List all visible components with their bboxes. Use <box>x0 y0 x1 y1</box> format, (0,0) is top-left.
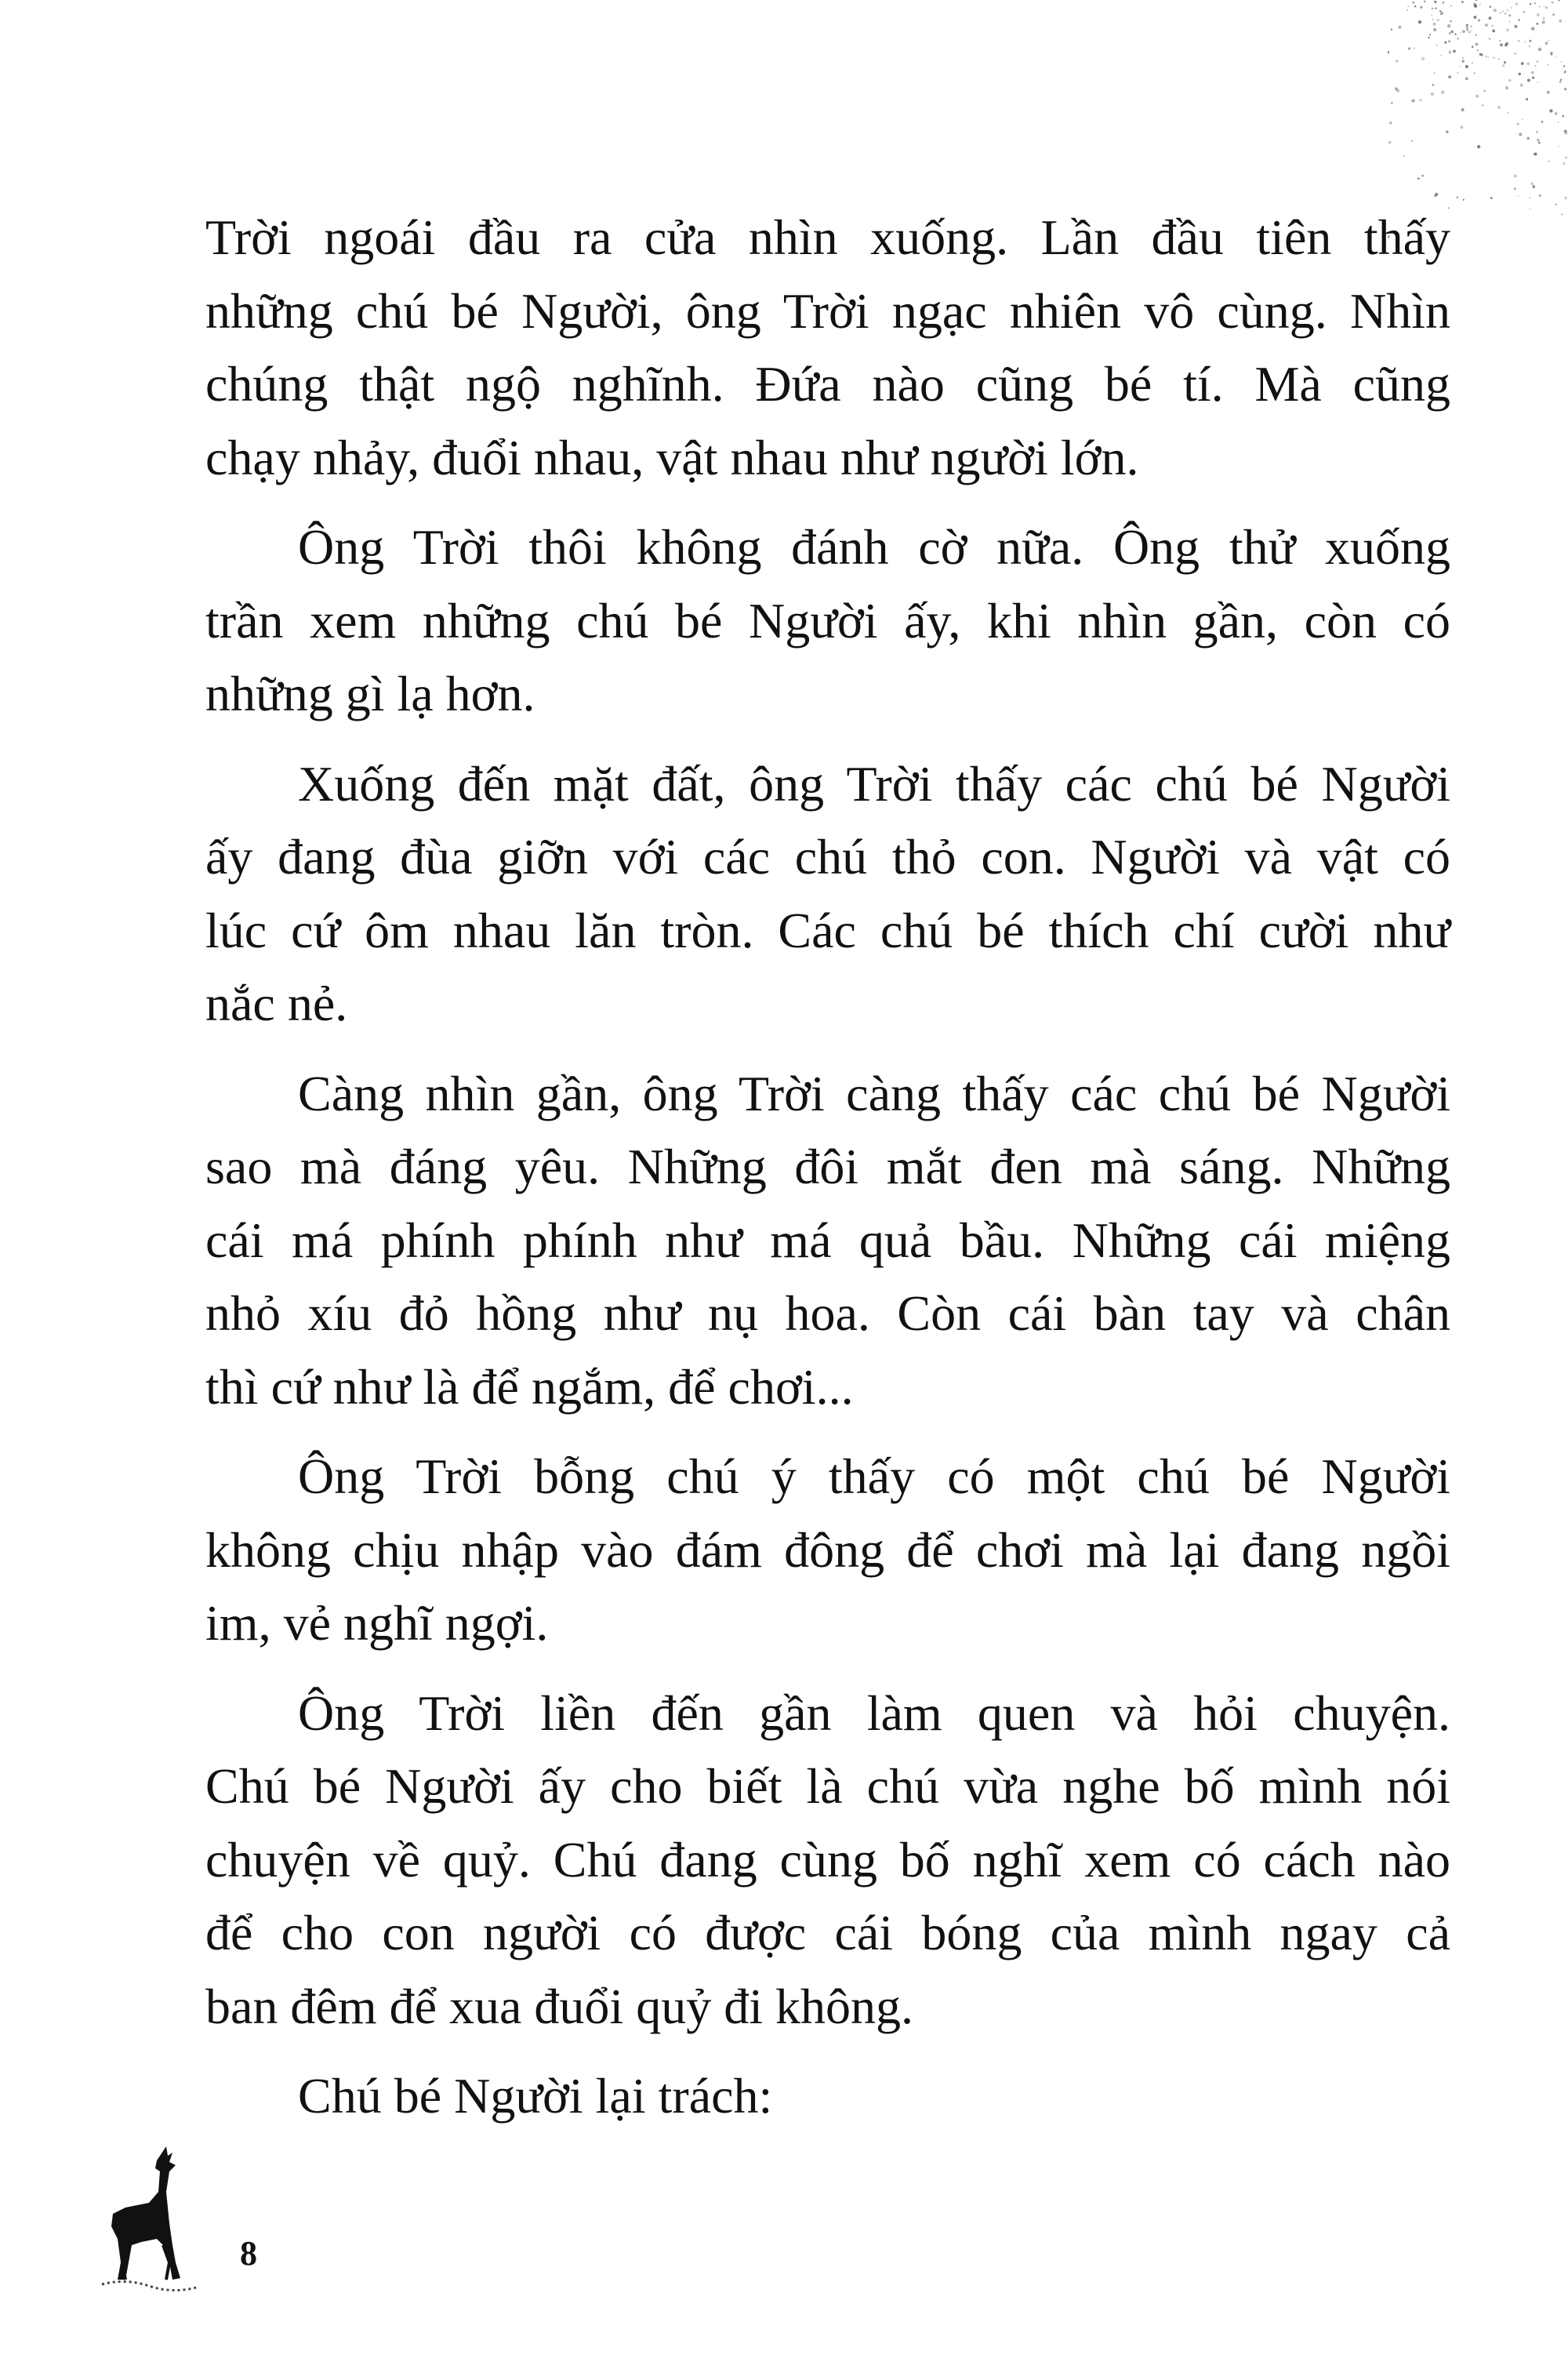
noise-dot <box>1515 53 1516 54</box>
noise-dot <box>1417 177 1420 180</box>
noise-dot <box>1432 15 1433 16</box>
noise-dot <box>1487 56 1489 58</box>
noise-dot <box>1465 26 1468 29</box>
noise-dot <box>1449 50 1450 52</box>
noise-dot <box>1411 99 1414 102</box>
noise-dot <box>1388 51 1389 53</box>
noise-dot <box>1543 17 1545 20</box>
noise-dot <box>1450 31 1454 34</box>
noise-dot <box>1468 31 1471 34</box>
noise-dot <box>1432 19 1434 20</box>
noise-dot <box>1551 1 1553 3</box>
noise-dot <box>1500 43 1503 46</box>
noise-dot <box>1477 49 1479 51</box>
noise-dot <box>1538 141 1541 144</box>
noise-dot <box>1529 45 1530 47</box>
noise-dot <box>1490 197 1493 199</box>
noise-dot <box>1461 1 1464 3</box>
noise-dot <box>1564 129 1567 133</box>
noise-dot <box>1564 197 1567 200</box>
noise-dot <box>1508 14 1511 16</box>
noise-dot <box>1521 62 1524 65</box>
noise-dot <box>1555 112 1558 115</box>
noise-dot <box>1564 88 1566 90</box>
noise-dot <box>1538 48 1541 51</box>
noise-dot <box>1470 26 1472 27</box>
noise-dot <box>1390 122 1392 124</box>
noise-dot <box>1502 10 1504 12</box>
noise-dot <box>1504 61 1506 64</box>
text-line: những gì lạ hơn. <box>205 666 535 721</box>
noise-dot <box>1546 7 1548 9</box>
noise-dot <box>1475 0 1478 2</box>
noise-dot <box>1479 53 1482 56</box>
deer-icon <box>94 2145 212 2302</box>
noise-dot <box>1448 75 1451 78</box>
noise-dot <box>1529 40 1531 42</box>
noise-dot <box>1440 55 1442 56</box>
noise-dot <box>1498 58 1500 60</box>
noise-dot <box>1497 106 1501 109</box>
noise-dot <box>1563 71 1565 73</box>
noise-dot <box>1433 23 1436 26</box>
paragraph <box>205 1440 1450 1660</box>
noise-dot <box>1555 204 1557 205</box>
noise-dot <box>1531 27 1534 30</box>
noise-dot <box>1492 30 1495 33</box>
text-line: Chú bé Người ấy cho biết là chú vừa nghe bố mình nói <box>205 1758 1450 1814</box>
text-line: Ông Trời liền đến gần làm quen và hỏi chuyện. <box>298 1684 1450 1741</box>
noise-dot <box>1565 156 1567 158</box>
noise-dot <box>1436 44 1437 45</box>
noise-dot <box>1533 154 1534 155</box>
noise-dot <box>1559 81 1562 83</box>
noise-dot <box>1429 34 1431 35</box>
noise-dot <box>1391 102 1393 104</box>
noise-dot <box>1548 40 1550 42</box>
noise-dot <box>1527 78 1530 82</box>
text-line: Ông Trời bỗng chú ý thấy có một chú bé Người <box>298 1448 1450 1504</box>
noise-dot <box>1535 65 1537 67</box>
noise-dot <box>1550 52 1553 55</box>
text-line: sao mà đáng yêu. Những đôi mắt đen mà sáng. Những <box>205 1139 1450 1194</box>
noise-dot <box>1537 13 1540 16</box>
noise-dot <box>1561 213 1563 215</box>
noise-dot <box>1408 47 1410 49</box>
paragraph <box>205 1057 1450 1424</box>
noise-dot <box>1440 12 1443 15</box>
noise-dot <box>1563 65 1565 67</box>
noise-dot <box>1433 28 1436 31</box>
noise-dot <box>1448 41 1450 42</box>
noise-dot <box>1473 3 1475 5</box>
noise-dot <box>1517 123 1519 125</box>
noise-dot <box>1519 73 1521 75</box>
noise-dot <box>1560 78 1563 81</box>
noise-dot <box>1431 93 1434 96</box>
noise-dot <box>1537 23 1539 25</box>
noise-dot <box>1527 62 1530 65</box>
noise-dot <box>1532 77 1534 79</box>
noise-dot <box>1544 5 1545 7</box>
text-line: Chú bé Người lại trách: <box>298 2068 773 2124</box>
noise-dot <box>1518 40 1520 42</box>
noise-dot <box>1450 5 1452 7</box>
noise-dot <box>1457 72 1458 74</box>
noise-dot <box>1437 19 1439 21</box>
noise-dot <box>1472 62 1473 64</box>
text-line: không chịu nhập vào đám đông để chơi mà lại đang ngồi <box>205 1521 1450 1578</box>
noise-dot <box>1457 38 1458 39</box>
text-line: để cho con người có được cái bóng của mình ngay cả <box>205 1905 1450 1960</box>
noise-dot <box>1472 45 1474 48</box>
noise-dot <box>1539 5 1541 7</box>
noise-dot <box>1537 82 1539 83</box>
noise-dot <box>1494 57 1495 59</box>
noise-dot <box>1522 119 1523 121</box>
noise-dot <box>1531 71 1534 74</box>
noise-dot <box>1421 175 1424 177</box>
text-line: chuyện về quỷ. Chú đang cùng bố nghĩ xem có cách nào <box>205 1831 1450 1888</box>
noise-dot <box>1424 1 1425 2</box>
noise-dot <box>1511 7 1512 9</box>
noise-dot <box>1465 65 1468 68</box>
noise-dot <box>1420 6 1422 9</box>
noise-dot <box>1507 88 1508 89</box>
noise-dot <box>1558 0 1559 2</box>
text-line: im, vẻ nghĩ ngợi. <box>205 1595 549 1651</box>
noise-dot <box>1406 9 1408 11</box>
noise-dot <box>1536 131 1538 133</box>
noise-dot <box>1421 57 1425 60</box>
noise-dot <box>1508 112 1509 114</box>
noise-dot <box>1537 139 1539 141</box>
noise-dot <box>1500 13 1501 14</box>
noise-dot <box>1525 42 1526 43</box>
noise-dot <box>1489 38 1490 39</box>
noise-dot <box>1462 30 1465 32</box>
noise-dot <box>1449 32 1451 35</box>
noise-dot <box>1563 162 1565 165</box>
noise-dot <box>1398 26 1401 29</box>
noise-dot <box>1519 133 1522 136</box>
noise-dot <box>1388 141 1392 144</box>
noise-dot <box>1418 20 1421 24</box>
noise-dot <box>1460 66 1461 67</box>
noise-dot <box>1434 72 1436 74</box>
page-number: 8 <box>240 2234 257 2273</box>
noise-dot <box>1463 199 1465 201</box>
noise-dot <box>1499 40 1501 42</box>
text-line: chạy nhảy, đuổi nhau, vật nhau như người lớn. <box>205 429 1139 485</box>
text-line: cái má phính phính như má quả bầu. Những cái miệng <box>205 1212 1450 1268</box>
noise-dot <box>1555 56 1557 58</box>
noise-dot <box>1532 185 1535 188</box>
text-line: nắc nẻ. <box>205 976 348 1031</box>
noise-dot <box>1432 8 1434 10</box>
noise-dot <box>1530 208 1531 209</box>
noise-dot <box>1479 4 1481 5</box>
paragraph <box>205 1677 1450 2044</box>
paragraph <box>205 201 1450 494</box>
text-line: nhỏ xíu đỏ hồng như nụ hoa. Còn cái bàn tay và chân <box>205 1285 1450 1341</box>
noise-dot <box>1559 20 1562 23</box>
noise-dot <box>1518 19 1520 21</box>
noise-dot <box>1509 21 1511 23</box>
noise-dot <box>1505 42 1508 45</box>
noise-dot <box>1434 1 1437 4</box>
noise-dot <box>1435 7 1437 9</box>
noise-dot <box>1549 109 1552 112</box>
noise-dot <box>1526 136 1530 140</box>
noise-dot <box>1519 83 1523 86</box>
noise-dot <box>1474 72 1475 74</box>
noise-dot <box>1514 175 1517 178</box>
noise-dot <box>1403 155 1405 157</box>
noise-dot <box>1507 9 1508 11</box>
noise-dot <box>1491 24 1493 26</box>
noise-dot <box>1534 153 1537 156</box>
noise-dot <box>1482 104 1484 107</box>
noise-dot <box>1506 28 1509 31</box>
noise-dot <box>1414 47 1415 49</box>
noise-dot <box>1475 94 1479 97</box>
text-line: chúng thật ngộ nghĩnh. Đứa nào cũng bé tí. Mà cũng <box>205 356 1450 412</box>
noise-dot <box>1490 6 1491 8</box>
noise-dot <box>1434 195 1436 197</box>
text-line: lúc cứ ôm nhau lăn tròn. Các chú bé thích chí cười như <box>205 902 1450 958</box>
noise-dot <box>1411 140 1413 142</box>
noise-dot <box>1504 13 1507 15</box>
noise-dot <box>1414 5 1417 8</box>
noise-dot <box>1541 121 1544 123</box>
text-line: Trời ngoái đầu ra cửa nhìn xuống. Lần đầu tiên thấy <box>205 209 1450 265</box>
noise-dot <box>1441 91 1444 94</box>
noise-dot <box>1460 32 1461 34</box>
noise-dot <box>1446 130 1449 133</box>
text-line: ban đêm để xua đuổi quỷ đi không. <box>205 1978 913 2034</box>
noise-dot <box>1396 60 1398 62</box>
noise-dot <box>1478 19 1480 21</box>
noise-dot <box>1407 5 1409 7</box>
noise-dot <box>1466 28 1469 31</box>
text-line: trần xem những chú bé Người ấy, khi nhìn gần, còn có <box>205 592 1450 649</box>
noise-dot <box>1559 146 1560 147</box>
noise-dot <box>1477 145 1480 148</box>
noise-dot <box>1428 37 1429 38</box>
text-line: những chú bé Người, ông Trời ngạc nhiên vô cùng. Nhìn <box>205 282 1450 339</box>
noise-dot <box>1531 182 1534 185</box>
noise-dot <box>1391 29 1392 31</box>
noise-dot <box>1530 3 1531 5</box>
noise-dot <box>1503 64 1505 67</box>
paragraph <box>205 2059 1450 2133</box>
noise-dot <box>1545 42 1548 45</box>
noise-dot <box>1485 56 1486 57</box>
noise-dot <box>1444 41 1446 43</box>
noise-dot <box>1447 24 1450 27</box>
noise-dot <box>1488 16 1491 20</box>
page-body <box>205 201 1450 2149</box>
noise-dot <box>1562 115 1564 118</box>
noise-dot <box>1483 89 1486 92</box>
noise-dot <box>1474 16 1477 19</box>
noise-dot <box>1542 21 1545 24</box>
text-line: Xuống đến mặt đất, ông Trời thấy các chú bé Người <box>298 755 1450 812</box>
text-line: Càng nhìn gần, ông Trời càng thấy các chú bé Người <box>298 1065 1450 1121</box>
noise-dot <box>1460 125 1463 129</box>
noise-dot <box>1465 77 1468 80</box>
noise-dot <box>1547 91 1550 94</box>
noise-dot <box>1454 33 1457 35</box>
noise-dot <box>1494 9 1497 12</box>
noise-dot <box>1537 60 1539 63</box>
noise-dot <box>1453 49 1456 53</box>
noise-dot <box>1561 61 1563 63</box>
noise-dot <box>1450 20 1451 22</box>
noise-dot <box>1515 2 1519 5</box>
noise-dot <box>1518 196 1519 198</box>
noise-dot <box>1461 108 1465 111</box>
noise-dot <box>1514 25 1517 28</box>
noise-dot <box>1462 60 1465 62</box>
noise-dot <box>1558 121 1559 122</box>
noise-dot <box>1456 196 1458 198</box>
noise-dot <box>1548 161 1550 162</box>
noise-dot <box>1523 11 1525 13</box>
text-line: Ông Trời thôi không đánh cờ nữa. Ông thử xuống <box>298 519 1450 575</box>
noise-dot <box>1420 99 1422 101</box>
text-line: ấy đang đùa giỡn với các chú thỏ con. Người và vật có <box>205 829 1450 885</box>
noise-dot <box>1552 13 1555 16</box>
noise-dot <box>1396 89 1399 93</box>
noise-dot <box>1475 43 1478 45</box>
noise-dot <box>1529 197 1530 198</box>
noise-dot <box>1508 79 1512 82</box>
noise-dot <box>1466 24 1468 27</box>
noise-dot <box>1485 24 1488 27</box>
noise-dot <box>1548 64 1549 66</box>
paragraph <box>205 511 1450 731</box>
noise-dot <box>1475 34 1477 35</box>
noise-dot <box>1514 187 1515 189</box>
noise-dot <box>1439 10 1441 12</box>
paragraph <box>205 747 1450 1041</box>
noise-dot <box>1462 57 1464 59</box>
noise-dot <box>1471 30 1472 31</box>
noise-dot <box>1539 194 1541 197</box>
noise-dot <box>1413 2 1414 3</box>
text-line: thì cứ như là để ngắm, để chơi... <box>205 1358 854 1415</box>
noise-dot <box>1432 84 1434 86</box>
noise-dot <box>1534 2 1536 4</box>
noise-dot <box>1526 98 1528 100</box>
noise-dot <box>1443 2 1445 4</box>
